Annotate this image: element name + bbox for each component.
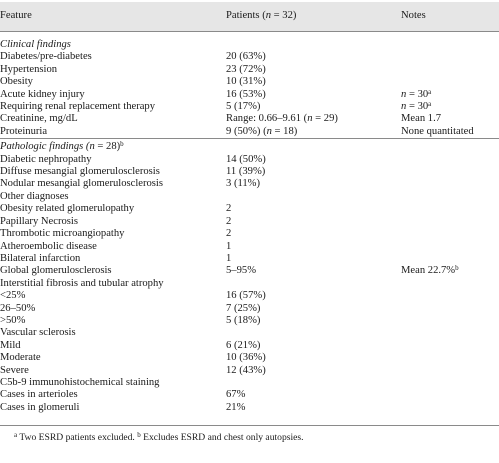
feature-cell: Nodular mesangial glomerulosclerosis	[0, 178, 163, 190]
notes-text: None quantitated	[401, 125, 474, 137]
patients-cell: 1	[226, 240, 232, 252]
table-row	[0, 377, 499, 389]
patients-cell: 5–95%	[226, 265, 257, 277]
patients-cell: 16 (53%)	[226, 88, 266, 100]
notes-cell	[401, 303, 499, 315]
notes-cell	[401, 278, 499, 290]
pathologic-heading-prefix: Pathologic findings (	[0, 141, 90, 153]
patients-cell: 12 (43%)	[226, 364, 266, 376]
table-row	[0, 51, 499, 63]
table-row	[0, 327, 499, 339]
feature-cell: Obesity	[0, 76, 33, 88]
notes-cell	[401, 365, 499, 377]
patients-text: Range: 0.66–9.61 (	[226, 113, 308, 125]
table-row	[0, 178, 499, 190]
patients-cell: 3 (11%)	[226, 178, 261, 190]
feature-cell: Papillary Necrosis	[0, 215, 78, 227]
feature-cell: >50%	[0, 314, 26, 326]
notes-text: = 30	[406, 88, 429, 100]
notes-cell	[401, 154, 499, 166]
notes-cell	[401, 315, 499, 327]
table-row	[0, 290, 499, 302]
notes-cell	[401, 352, 499, 364]
footer-divider	[0, 425, 499, 426]
feature-cell: Cases in glomeruli	[0, 401, 80, 413]
table-row	[0, 126, 499, 139]
pathologic-section	[0, 139, 499, 414]
patients-cell: 7 (25%)	[226, 302, 261, 314]
table-row	[0, 389, 499, 401]
clinical-heading: Clinical findings	[0, 39, 71, 50]
notes-cell	[401, 216, 499, 228]
footnote-a-marker: a	[14, 431, 18, 439]
findings-table	[0, 2, 499, 414]
feature-cell: Moderate	[0, 352, 41, 364]
patients-cell	[226, 126, 401, 139]
patients-n: n	[307, 113, 313, 125]
feature-cell: Diffuse mesangial glomerulosclerosis	[0, 166, 160, 178]
patients-cell: 2	[226, 215, 232, 227]
notes-superscript: a	[428, 100, 432, 109]
feature-cell: Bilateral infarction	[0, 252, 81, 264]
notes-text: Mean 22.7%	[401, 265, 456, 277]
table-row	[0, 203, 499, 215]
patients-cell: 11 (39%)	[226, 166, 266, 178]
header-row	[0, 2, 499, 31]
section-heading-row	[0, 139, 499, 154]
notes-cell	[401, 377, 499, 389]
feature-cell: Severe	[0, 364, 29, 376]
patients-cell: 10 (36%)	[226, 352, 266, 364]
feature-cell: Vascular sclerosis	[0, 327, 76, 339]
patients-cell: 21%	[226, 401, 246, 413]
notes-cell	[401, 389, 499, 401]
patients-text: 9 (50%) (	[226, 125, 267, 137]
table-row	[0, 216, 499, 228]
table-row	[0, 402, 499, 414]
feature-cell: Obesity related glomerulopathy	[0, 203, 135, 215]
section-heading-row	[0, 32, 499, 52]
feature-cell: 26–50%	[0, 302, 36, 314]
pathologic-heading-n: n	[89, 141, 95, 153]
header-patients-n: n	[265, 10, 272, 22]
patients-cell	[226, 327, 401, 339]
patients-cell	[226, 278, 401, 290]
patients-cell: 14 (50%)	[226, 153, 266, 165]
notes-cell	[401, 178, 499, 190]
table-row	[0, 315, 499, 327]
footnote-b-text: Excludes ESRD and chest only autopsies.	[140, 432, 304, 443]
header-patients-suffix: = 32)	[271, 10, 297, 22]
table-row	[0, 76, 499, 88]
table-row	[0, 253, 499, 265]
feature-cell: Diabetes/pre-diabetes	[0, 51, 92, 63]
patients-cell	[226, 191, 401, 203]
feature-cell: Interstitial fibrosis and tubular atrophy	[0, 277, 164, 289]
table-row	[0, 352, 499, 364]
patients-text: = 29)	[312, 113, 338, 125]
table-row	[0, 191, 499, 203]
table-row	[0, 154, 499, 166]
feature-cell: <25%	[0, 290, 26, 302]
footnote-b-marker: b	[137, 431, 141, 439]
notes-cell	[401, 253, 499, 265]
patients-text: = 18)	[271, 125, 298, 137]
notes-cell	[401, 101, 499, 113]
notes-cell	[401, 228, 499, 240]
patients-n: n	[266, 125, 272, 137]
patients-cell: 5 (17%)	[226, 101, 261, 113]
notes-cell	[401, 340, 499, 352]
notes-text: Mean 1.7	[401, 113, 442, 125]
feature-cell: Mild	[0, 339, 21, 351]
feature-cell: Other diagnoses	[0, 190, 69, 202]
notes-cell	[401, 290, 499, 302]
patients-cell: 16 (57%)	[226, 290, 266, 302]
patients-cell: 20 (63%)	[226, 51, 266, 63]
feature-cell: Diabetic nephropathy	[0, 153, 92, 165]
notes-cell	[401, 89, 499, 101]
feature-cell: Creatinine, mg/dL	[0, 113, 78, 125]
header-feature: Feature	[0, 2, 226, 31]
pathologic-heading-sup: b	[120, 140, 124, 149]
notes-cell	[401, 126, 499, 139]
pathologic-heading	[0, 139, 499, 154]
table-row	[0, 166, 499, 178]
feature-cell: Cases in arterioles	[0, 389, 78, 401]
patients-cell	[226, 377, 401, 389]
patients-cell: 2	[226, 203, 232, 215]
notes-cell	[401, 265, 499, 277]
notes-text: = 30	[406, 101, 429, 113]
table-row	[0, 64, 499, 76]
table-row	[0, 228, 499, 240]
notes-cell	[401, 76, 499, 88]
table-row	[0, 101, 499, 113]
patients-cell: 2	[226, 228, 232, 240]
table-row	[0, 278, 499, 290]
patients-cell: 5 (18%)	[226, 314, 261, 326]
notes-cell	[401, 64, 499, 76]
table-row	[0, 113, 499, 125]
clinical-section	[0, 32, 499, 139]
header-patients	[226, 2, 401, 31]
notes-cell	[401, 191, 499, 203]
feature-cell: Hypertension	[0, 63, 58, 75]
feature-cell: Requiring renal replacement therapy	[0, 101, 156, 113]
patients-cell: 10 (31%)	[226, 76, 266, 88]
feature-cell: Global glomerulosclerosis	[0, 265, 112, 277]
patients-cell: 6 (21%)	[226, 339, 261, 351]
notes-superscript: b	[455, 264, 459, 273]
notes-cell	[401, 327, 499, 339]
table-row	[0, 340, 499, 352]
patients-cell	[226, 113, 401, 125]
feature-cell: Proteinuria	[0, 125, 48, 137]
feature-cell: Thrombotic microangiopathy	[0, 228, 125, 240]
header-patients-prefix: Patients (	[226, 10, 266, 22]
table-row	[0, 365, 499, 377]
notes-cell	[401, 51, 499, 63]
patients-cell: 1	[226, 252, 232, 264]
feature-cell: Acute kidney injury	[0, 88, 85, 100]
header-notes: Notes	[401, 2, 499, 31]
notes-cell	[401, 241, 499, 253]
footnote-a-text: Two ESRD patients excluded.	[17, 432, 138, 443]
table-row	[0, 303, 499, 315]
notes-n: n	[401, 101, 407, 113]
feature-cell: Atheroembolic disease	[0, 240, 97, 252]
notes-cell	[401, 166, 499, 178]
table-row	[0, 89, 499, 101]
notes-superscript: a	[428, 87, 432, 96]
table-row	[0, 241, 499, 253]
feature-cell: C5b-9 immunohistochemical staining	[0, 376, 160, 388]
notes-cell	[401, 113, 499, 125]
notes-n: n	[401, 88, 407, 100]
notes-cell	[401, 402, 499, 414]
patients-cell: 23 (72%)	[226, 63, 266, 75]
table-footnote	[14, 432, 304, 444]
notes-cell	[401, 203, 499, 215]
pathologic-heading-suffix: = 28)	[94, 141, 121, 153]
table-row	[0, 265, 499, 277]
patients-cell: 67%	[226, 389, 246, 401]
